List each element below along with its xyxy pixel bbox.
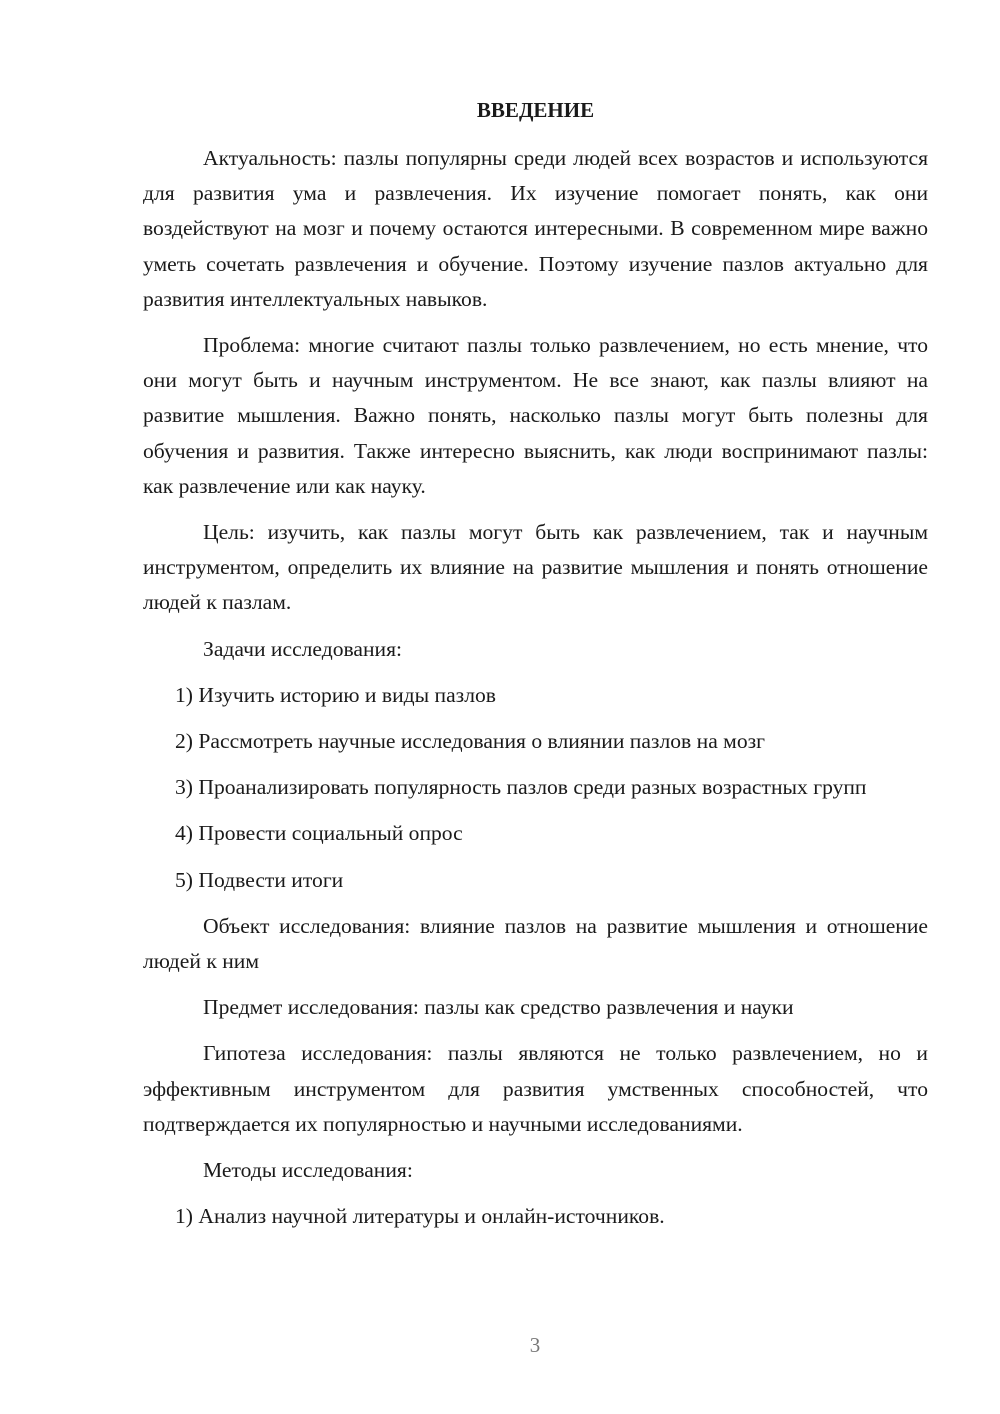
problem-paragraph: Проблема: многие считают пазлы только развлечением, но есть мнение, что они могут быть и научным инструментом. Не все знают, как пазлы влияют на развитие мышления. Важно понять, насколько пазлы могут быть полезны для обучения и развития. Также интересно выяснить, как люди воспринимают пазлы: как развлечение или как науку. [143, 333, 928, 498]
tasks-heading: Задачи исследования: [203, 636, 403, 661]
goal-paragraph: Цель: изучить, как пазлы могут быть как развлечением, так и научным инструментом, определить их влияние на развитие мышления и понять отношение людей к пазлам. [143, 520, 928, 615]
page-number: 3 [529, 1333, 541, 1357]
relevance-paragraph: Актуальность: пазлы популярны среди людей всех возрастов и используются для развития ума и развлечения. Их изучение помогает понять, как они воздействуют на мозг и почему остаются интересными. В современном мире важно уметь сочетать развлечения и обучение. Поэтому изучение пазлов актуально для развития интеллектуальных навыков. [143, 146, 928, 311]
object-paragraph: Объект исследования: влияние пазлов на развитие мышления и отношение людей к ним [143, 913, 928, 974]
methods-heading: Методы исследования: [203, 1158, 413, 1183]
task-item: 5) Подвести итоги [175, 867, 344, 892]
document-page [143, 93, 928, 1245]
hypothesis-paragraph: Гипотеза исследования: пазлы являются не только развлечением, но и эффективным инструментом для развития умственных способностей, что подтверждается их популярностью и научными исследованиями. [143, 1041, 928, 1136]
subject-paragraph: Предмет исследования: пазлы как средство развлечения и науки [203, 995, 794, 1020]
task-item: 1) Изучить историю и виды пазлов [175, 682, 496, 707]
task-item: 2) Рассмотреть научные исследования о влиянии пазлов на мозг [175, 729, 766, 754]
method-item: 1) Анализ научной литературы и онлайн-источников. [175, 1204, 665, 1229]
task-item: 4) Провести социальный опрос [175, 821, 463, 846]
task-item: 3) Проанализировать популярность пазлов среди разных возрастных групп [175, 775, 867, 800]
section-title: ВВЕДЕНИЕ [476, 98, 595, 122]
